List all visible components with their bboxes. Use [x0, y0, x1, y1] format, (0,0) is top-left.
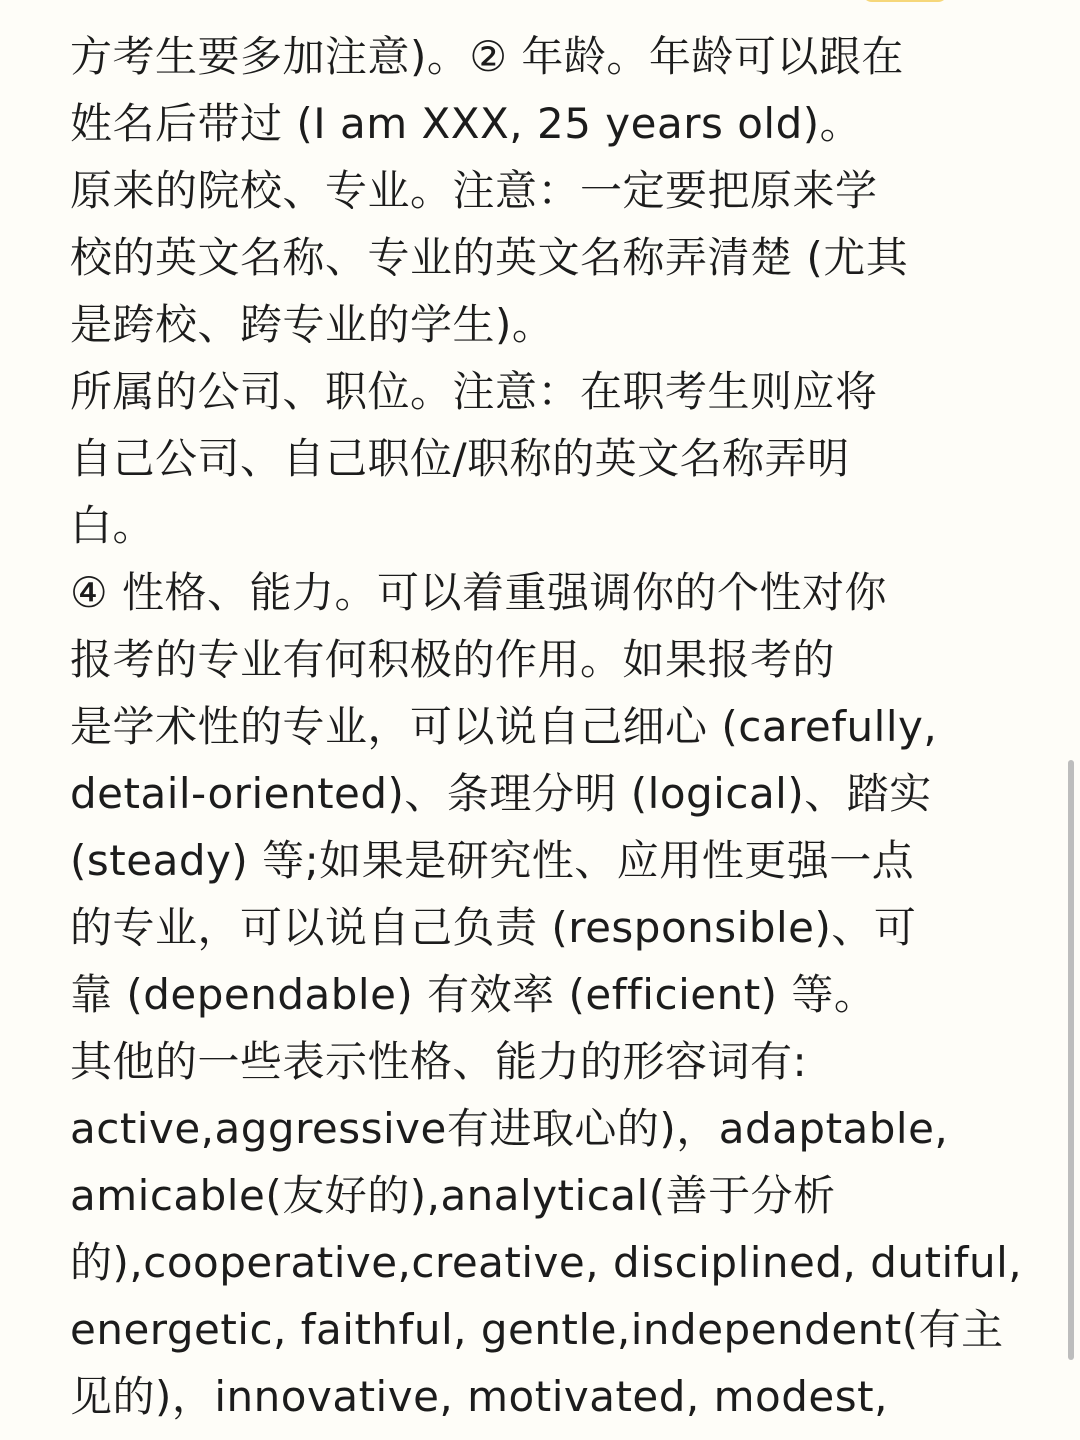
- scrollbar[interactable]: [1066, 0, 1080, 1440]
- scrollbar-thumb[interactable]: [1068, 760, 1074, 1360]
- note-line-8: 白。: [70, 501, 156, 550]
- note-line-5: 是跨校、跨专业的学生)。: [70, 300, 555, 349]
- highlight-mark: [862, 0, 948, 2]
- note-line-11: 是学术性的专业，可以说自己细心 (carefully,: [70, 702, 938, 751]
- note-line-15: 靠 (dependable) 有效率 (efficient) 等。: [70, 970, 877, 1019]
- note-line-4: 校的英文名称、专业的英文名称弄清楚 (尤其: [70, 233, 909, 282]
- note-line-9: ④ 性格、能力。可以着重强调你的个性对你: [70, 568, 888, 617]
- note-line-20: energetic, faithful, gentle,independent(有主: [70, 1305, 1004, 1354]
- note-line-19: 的),cooperative,creative, disciplined, dutiful,: [70, 1238, 1023, 1287]
- note-line-14: 的专业，可以说自己负责 (responsible)、可: [70, 903, 917, 952]
- note-line-6: 所属的公司、职位。注意：在职考生则应将: [70, 367, 878, 416]
- note-content: [70, 0, 1030, 1440]
- note-line-12: detail-oriented)、条理分明 (logical)、踏实: [70, 769, 932, 818]
- note-line-18: amicable(友好的),analytical(善于分析: [70, 1171, 836, 1220]
- note-line-16: 其他的一些表示性格、能力的形容词有:: [70, 1037, 808, 1086]
- note-line-13: (steady) 等;如果是研究性、应用性更强一点: [70, 836, 915, 885]
- note-line-1: 方考生要多加注意)。② 年龄。年龄可以跟在: [70, 32, 904, 81]
- note-line-10: 报考的专业有何积极的作用。如果报考的: [70, 635, 836, 684]
- note-line-2: 姓名后带过 (I am XXX, 25 years old)。: [70, 99, 863, 148]
- note-line-7: 自己公司、自己职位/职称的英文名称弄明: [70, 434, 850, 483]
- note-line-3: 原来的院校、专业。注意：一定要把原来学: [70, 166, 878, 215]
- note-line-17: active,aggressive有进取心的)，adaptable,: [70, 1104, 949, 1153]
- note-line-21: 见的)，innovative, motivated, modest,: [70, 1372, 888, 1421]
